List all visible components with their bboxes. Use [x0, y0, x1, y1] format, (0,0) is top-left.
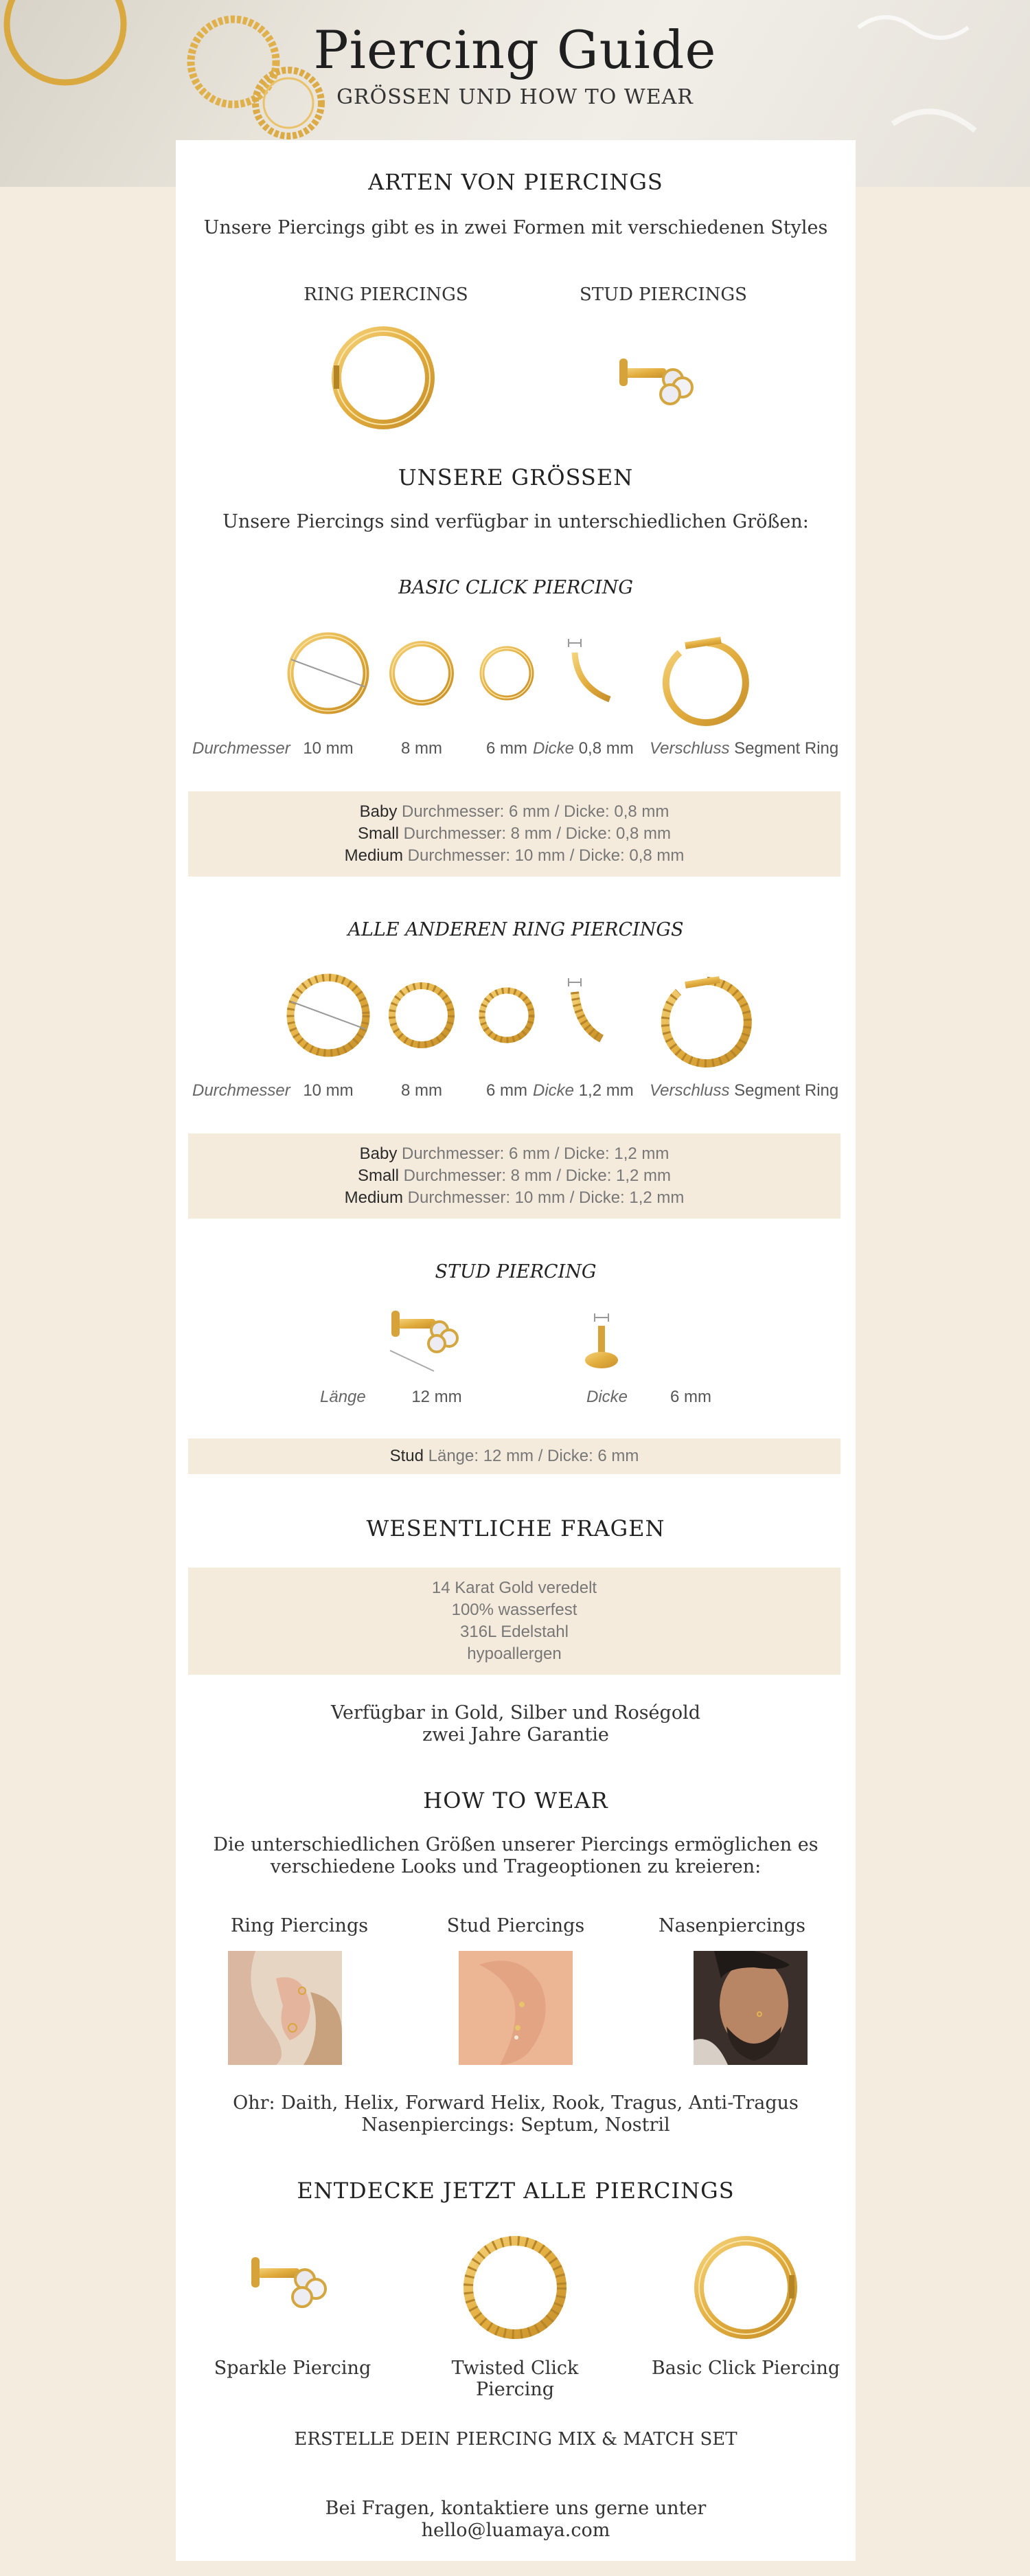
size-row-small: Small Durchmesser: 8 mm / Dicke: 1,2 mm	[357, 1166, 672, 1185]
size-row-baby: Baby Durchmesser: 6 mm / Dicke: 1,2 mm	[359, 1144, 670, 1163]
basic-click-title: BASIC CLICK PIERCING	[398, 577, 633, 598]
ring-piercings-photo	[228, 1951, 342, 2065]
diameter-10mm: 10 mm	[303, 1081, 354, 1100]
ring-10mm-image	[290, 635, 366, 711]
types-heading: ARTEN VON PIERCINGS	[368, 169, 663, 195]
stud-piercings-photo	[459, 1951, 573, 2065]
sizes-heading: UNSERE GRÖSSEN	[398, 464, 634, 490]
size-row-stud: Stud Länge: 12 mm / Dicke: 6 mm	[389, 1447, 639, 1465]
content-card	[176, 140, 856, 2561]
closure-value: Verschluss Segment Ring	[650, 739, 839, 758]
nose-positions-text: Nasenpiercings: Septum, Nostril	[361, 2114, 670, 2136]
twisted-segment-ring-image	[665, 980, 748, 1063]
twisted-ring-8mm-image	[392, 986, 451, 1045]
length-label: Länge	[320, 1388, 366, 1406]
diameter-8mm: 8 mm	[401, 739, 442, 758]
other-rings-size-table	[188, 1133, 840, 1219]
closure-value: Verschluss Segment Ring	[650, 1081, 839, 1100]
types-intro: Unsere Piercings gibt es in zwei Formen mit verschiedenen Styles	[203, 217, 828, 238]
thickness-value: 6 mm	[670, 1388, 711, 1406]
stud-piercing-image	[615, 341, 705, 416]
stud-thickness-image	[585, 1313, 618, 1368]
ear-positions-text: Ohr: Daith, Helix, Forward Helix, Rook, Tragus, Anti-Tragus	[233, 2092, 799, 2114]
col-stud-piercings: Stud Piercings	[446, 1915, 585, 1936]
stud-size-table	[188, 1438, 840, 1474]
sparkle-piercing-image[interactable]	[246, 2242, 342, 2318]
diameter-label: Durchmesser	[192, 739, 290, 758]
howto-heading: HOW TO WEAR	[423, 1787, 608, 1814]
page-subtitle: GRÖSSEN UND HOW TO WEAR	[336, 85, 694, 109]
fact-item: 316L Edelstahl	[460, 1623, 569, 1641]
thickness-label: Dicke	[586, 1388, 628, 1406]
howto-intro-line1: Die unterschiedlichen Größen unserer Piercings ermöglichen es	[213, 1834, 819, 1855]
diameter-label: Durchmesser	[192, 1081, 290, 1100]
howto-intro-line2: verschiedene Looks und Trageoptionen zu kreieren:	[270, 1856, 762, 1877]
basic-click-size-diagram	[282, 625, 858, 728]
nasenpiercings-photo	[694, 1951, 808, 2065]
segment-ring-image	[666, 640, 746, 723]
thickness-detail-image	[569, 978, 602, 1039]
thickness-value: Dicke 1,2 mm	[533, 1081, 634, 1100]
diameter-10mm: 10 mm	[303, 739, 354, 758]
availability-text: Verfügbar in Gold, Silber und Roségold	[331, 1702, 700, 1724]
warranty-text: zwei Jahre Garantie	[422, 1724, 609, 1745]
stud-length-image	[390, 1311, 457, 1371]
sparkle-piercing-link[interactable]: Sparkle Piercing	[214, 2358, 371, 2379]
diameter-6mm: 6 mm	[486, 739, 527, 758]
faq-heading: WESENTLICHE FRAGEN	[366, 1515, 665, 1541]
page-title: Piercing Guide	[313, 19, 717, 80]
fact-item: 100% wasserfest	[451, 1601, 577, 1619]
col-nasenpiercings: Nasenpiercings	[658, 1915, 806, 1936]
fact-item: hypoallergen	[467, 1645, 562, 1663]
ring-piercings-label: RING PIERCINGS	[304, 284, 468, 305]
discover-heading: ENTDECKE JETZT ALLE PIERCINGS	[297, 2178, 735, 2204]
size-row-medium: Medium Durchmesser: 10 mm / Dicke: 1,2 mm	[344, 1188, 685, 1207]
stud-piercings-label: STUD PIERCINGS	[580, 284, 747, 305]
size-row-baby: Baby Durchmesser: 6 mm / Dicke: 0,8 mm	[359, 802, 670, 821]
other-rings-title: ALLE ANDEREN RING PIERCINGS	[347, 919, 684, 940]
basic-click-size-table	[188, 791, 840, 877]
twisted-ring-6mm-image	[482, 991, 531, 1040]
basic-click-piercing-link[interactable]: Basic Click Piercing	[651, 2358, 840, 2379]
mix-match-link[interactable]: ERSTELLE DEIN PIERCING MIX & MATCH SET	[294, 2429, 737, 2450]
ring-6mm-image	[482, 648, 531, 698]
other-rings-size-diagram	[282, 967, 858, 1070]
sizes-intro: Unsere Piercings sind verfügbar in unterschiedlichen Größen:	[222, 511, 809, 532]
diameter-8mm: 8 mm	[401, 1081, 442, 1100]
col-ring-piercings: Ring Piercings	[230, 1915, 369, 1936]
basic-click-piercing-image[interactable]	[691, 2233, 801, 2342]
stud-title: STUD PIERCING	[435, 1261, 597, 1283]
size-row-medium: Medium Durchmesser: 10 mm / Dicke: 0,8 mm	[344, 846, 685, 865]
contact-email-link[interactable]: hello@luamaya.com	[421, 2520, 610, 2541]
contact-text: Bei Fragen, kontaktiere uns gerne unter	[325, 2498, 707, 2519]
twisted-ring-10mm-image	[290, 978, 366, 1053]
length-value: 12 mm	[411, 1388, 462, 1406]
fact-item: 14 Karat Gold veredelt	[431, 1579, 597, 1597]
thickness-value: Dicke 0,8 mm	[533, 739, 634, 758]
size-row-small: Small Durchmesser: 8 mm / Dicke: 0,8 mm	[357, 824, 672, 843]
thickness-detail-image	[569, 639, 610, 699]
twisted-click-piercing-image[interactable]	[460, 2233, 570, 2342]
faq-facts-box	[188, 1568, 840, 1675]
ring-piercing-image	[328, 323, 438, 433]
ring-8mm-image	[392, 644, 451, 703]
diameter-6mm: 6 mm	[486, 1081, 527, 1100]
twisted-click-piercing-link[interactable]: Twisted Click Piercing	[451, 2358, 579, 2400]
stud-size-diagram	[389, 1305, 663, 1381]
